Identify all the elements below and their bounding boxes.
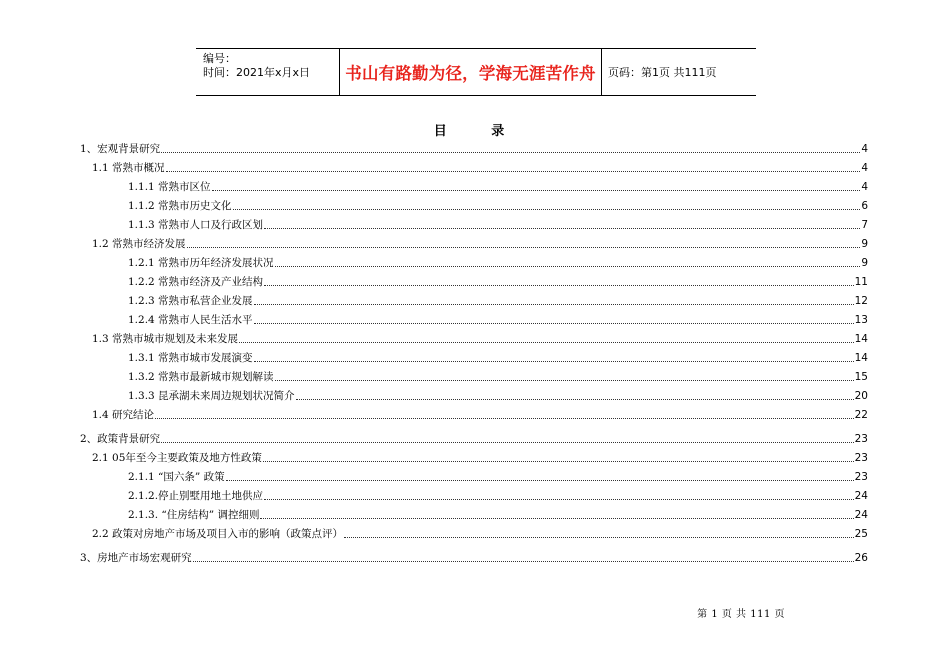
toc-dot-leader <box>254 323 854 324</box>
toc-entry-label: 2.1 05年至今主要政策及地方性政策 <box>92 452 262 464</box>
toc-entry[interactable] <box>80 161 868 175</box>
toc-entry-label: 1.1.2 常熟市历史文化 <box>128 200 232 212</box>
toc-entry-page: 7 <box>861 219 868 231</box>
toc-entry-label: 2.1.3. “住房结构” 调控细则 <box>128 509 260 521</box>
toc-entry[interactable] <box>80 527 868 541</box>
toc-entry-page: 14 <box>854 333 868 345</box>
toc-entry-page: 12 <box>854 295 868 307</box>
toc-dot-leader <box>226 480 854 481</box>
toc-entry[interactable] <box>80 332 868 346</box>
toc-entry-label: 1.1.3 常熟市人口及行政区划 <box>128 219 264 231</box>
toc-dot-leader <box>275 266 861 267</box>
time-label: 时间：2021年x月x日 <box>203 66 311 79</box>
toc-entry-page: 24 <box>854 509 868 521</box>
toc-entry[interactable] <box>80 142 868 156</box>
toc-entry-label: 1.4 研究结论 <box>92 409 155 421</box>
toc-dot-leader <box>264 499 854 500</box>
toc-entry-label: 2、政策背景研究 <box>80 433 161 445</box>
toc-entry-label: 1.2.2 常熟市经济及产业结构 <box>128 276 264 288</box>
toc-entry-page: 26 <box>854 552 868 564</box>
toc-dot-leader <box>254 304 854 305</box>
toc-entry[interactable] <box>80 180 868 194</box>
toc-dot-leader <box>263 461 854 462</box>
toc-entry-page: 24 <box>854 490 868 502</box>
motto-cell <box>340 49 602 95</box>
toc-entry-label: 1.1 常熟市概况 <box>92 162 165 174</box>
toc-entry[interactable] <box>80 256 868 270</box>
toc-entry-label: 1.2.4 常熟市人民生活水平 <box>128 314 253 326</box>
motto-text: 书山有路勤为径，学海无涯苦作舟 <box>345 64 596 83</box>
header-info-cell <box>196 49 340 95</box>
toc-dot-leader <box>161 442 853 443</box>
toc-entry[interactable] <box>80 218 868 232</box>
toc-entry-page: 23 <box>854 452 868 464</box>
toc-entry-page: 23 <box>854 433 868 445</box>
toc-dot-leader <box>233 209 861 210</box>
toc-entry-page: 9 <box>861 257 868 269</box>
toc-dot-leader <box>166 171 861 172</box>
toc-entry-label: 1.3.2 常熟市最新城市规划解读 <box>128 371 274 383</box>
toc-entry[interactable] <box>80 432 868 446</box>
toc-entry-label: 2.1.1 “国六条” 政策 <box>128 471 225 483</box>
toc-entry[interactable] <box>80 489 868 503</box>
toc-dot-leader <box>212 190 861 191</box>
toc-entry[interactable] <box>80 451 868 465</box>
toc-entry[interactable] <box>80 351 868 365</box>
toc-entry[interactable] <box>80 408 868 422</box>
toc-title: 目 录 <box>433 124 525 139</box>
toc-dot-leader <box>155 418 854 419</box>
toc-dot-leader <box>260 518 853 519</box>
toc-entry[interactable] <box>80 508 868 522</box>
toc-entry-label: 1.2.3 常熟市私营企业发展 <box>128 295 253 307</box>
toc-entry-page: 23 <box>854 471 868 483</box>
toc-dot-leader <box>264 228 860 229</box>
toc-entry[interactable] <box>80 313 868 327</box>
toc-entry-page: 14 <box>854 352 868 364</box>
toc-entry-page: 4 <box>861 162 868 174</box>
toc-dot-leader <box>161 152 860 153</box>
toc-entry[interactable] <box>80 551 868 565</box>
toc-entry-page: 9 <box>861 238 868 250</box>
page-count-label: 页码：第1页 共111页 <box>608 66 717 79</box>
toc-entry-label: 1.3 常熟市城市规划及未来发展 <box>92 333 239 345</box>
toc-dot-leader <box>187 247 861 248</box>
toc-entry-page: 11 <box>854 276 868 288</box>
toc-dot-leader <box>275 380 854 381</box>
toc-entry-page: 4 <box>861 143 868 155</box>
toc-entry-page: 6 <box>861 200 868 212</box>
toc-dot-leader <box>193 561 854 562</box>
toc-dot-leader <box>344 537 854 538</box>
toc-entry[interactable] <box>80 389 868 403</box>
page-count-cell <box>602 49 756 95</box>
page-footer: 第 1 页 共 111 页 <box>697 609 785 620</box>
toc-entry[interactable] <box>80 199 868 213</box>
toc-entry-page: 15 <box>854 371 868 383</box>
toc-entry-label: 1.2 常熟市经济发展 <box>92 238 186 250</box>
toc-dot-leader <box>264 285 854 286</box>
toc-entry-label: 1.3.3 昆承湖未来周边规划状况简介 <box>128 390 295 402</box>
header-table <box>196 48 756 96</box>
toc-entry-label: 2.1.2.停止别墅用地土地供应 <box>128 490 264 502</box>
toc-entry-label: 1.1.1 常熟市区位 <box>128 181 211 193</box>
toc-entry-page: 13 <box>854 314 868 326</box>
toc-entry-label: 1、宏观背景研究 <box>80 143 161 155</box>
toc-entry-page: 22 <box>854 409 868 421</box>
toc-entry-page: 25 <box>854 528 868 540</box>
toc-dot-leader <box>254 361 854 362</box>
number-label: 编号： <box>203 52 236 65</box>
toc-entry[interactable] <box>80 275 868 289</box>
toc-entry-label: 2.2 政策对房地产市场及项目入市的影响（政策点评） <box>92 528 344 540</box>
toc-entry-label: 1.3.1 常熟市城市发展演变 <box>128 352 253 364</box>
toc-entry-label: 3、房地产市场宏观研究 <box>80 552 192 564</box>
toc-entry[interactable] <box>80 370 868 384</box>
toc-entry-page: 20 <box>854 390 868 402</box>
toc-entry[interactable] <box>80 470 868 484</box>
toc-dot-leader <box>296 399 854 400</box>
toc-entry-label: 1.2.1 常熟市历年经济发展状况 <box>128 257 274 269</box>
toc-dot-leader <box>239 342 854 343</box>
toc-entry[interactable] <box>80 237 868 251</box>
toc-entry-page: 4 <box>861 181 868 193</box>
toc-entry[interactable] <box>80 294 868 308</box>
